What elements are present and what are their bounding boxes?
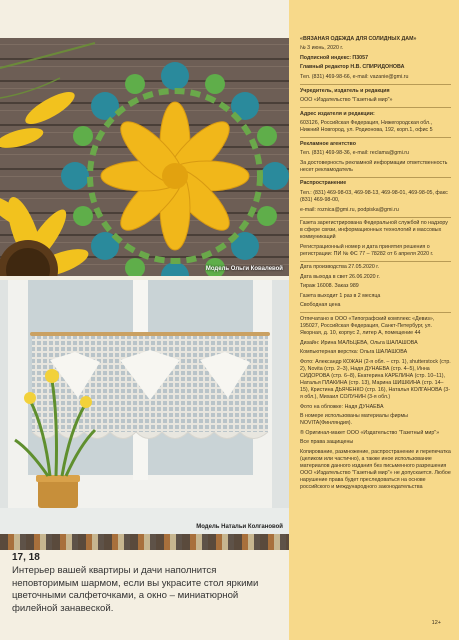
price: Свободная цена	[300, 302, 341, 309]
production-date: Дата производства 27.05.2020 г.	[300, 264, 380, 271]
materials-note: В номере использованы материалы фирмы NOVITA(Финляндия).	[300, 413, 408, 427]
curtain-photo	[0, 280, 289, 534]
registration-number: Регистрационный номер и дата принятия решения о регистрации: ПИ № ФС 77 – 78282 от 6 апреля 2020 г.	[300, 243, 434, 257]
design-credit: Дизайн: Ирина МАЛЬЦЕВА, Ольга ШАЛАШОВА	[300, 339, 418, 346]
divider	[300, 84, 451, 85]
caption-text: Интерьер вашей квартиры и дачи наполнится неповторимым шармом, если вы украсите стол яркими цветочными салфеточками, а окно – миниатюрной филейной занавеской.	[12, 565, 259, 614]
ads-contacts: Тел. (831) 469-98-36, e-mail: reclama@gmi.ru	[300, 150, 409, 157]
doily-photo	[0, 38, 289, 276]
divider	[300, 177, 451, 178]
imprint-panel	[289, 0, 459, 640]
photo-caption	[12, 552, 284, 615]
ads-label: Рекламное агентство	[300, 140, 356, 147]
copyright-notice: Копирование, размножение, распространение и перепечатка (целиком или частично), а также иное использование материалов данного издания без письменного разрешения ООО «Издательство "Газетный мир"» не допускается. Любое нарушение права будет преследоваться на основе российского и международного законодательства	[300, 448, 451, 491]
curtain-illustration	[0, 280, 289, 534]
divider	[300, 312, 451, 313]
divider	[300, 261, 451, 262]
release-date: Дата выхода в свет 26.06.2020 г.	[300, 273, 380, 280]
printing-house: Отпечатано в ООО «Типографский комплекс «Девиз», 195027, Российская Федерация, Санкт-Петербург, ул. Якорная, д. 10, корпус 2, литер А, помещение 44	[300, 315, 435, 337]
top-photo-credit: Модель Ольги Ковалевой	[205, 266, 283, 272]
divider	[300, 217, 451, 218]
bottom-photo-credit: Модель Натальи Колгановой	[196, 524, 283, 530]
curtain-rod	[30, 332, 270, 336]
registration-text: Газета зарегистрирована Федеральной службой по надзору в сфере связи, информационных технологий и массовых коммуникаций	[300, 220, 448, 241]
doily-illustration	[0, 38, 289, 276]
subscription-index: Подписной индекс: П3057	[300, 54, 369, 61]
filet-curtain	[32, 336, 268, 439]
caption-number: 17, 18	[12, 552, 40, 563]
photo-credits: Фото: Александр КОЖАН (2-я обл. – стр. 1), shutterstock (стр. 2), Novita (стр. 2–3), Надя ДУНАЕВА (стр. 4–5), Инна СИДОРОВА (стр. 6–8), Екатерина КАРЕЛИНА (стр. 10–11), Наталья ПЛАКИНА (стр. 13), Марина ШИШКИНА (стр. 14–15), Кристина ДЬЯЧЕНКО (стр. 16), Наталья КОЛГАНОВА (3-я обл.), Михаил СОЛУНИН (3-я обл.)	[300, 358, 451, 401]
layout-credit: Компьютерная верстка: Ольга ШАЛАШОВА	[300, 349, 408, 356]
rights-reserved: Все права защищены	[300, 439, 354, 446]
issue-number: № 3 июнь, 2020 г.	[300, 45, 344, 52]
distribution-email: e-mail: roznica@gmi.ru, podpiska@gmi.ru	[300, 206, 399, 213]
cover-photo-credit: Фото на обложке: Надя ДУНАЕВА	[300, 403, 384, 410]
magazine-title: «ВЯЗАНАЯ ОДЕЖДА ДЛЯ СОЛИДНЫХ ДАМ»	[300, 36, 417, 42]
founder-name: ООО «Издательство "Газетный мир"»	[300, 97, 393, 104]
distribution-phones: Тел.: (831) 469-98-03, 469-98-13, 469-98-01, 469-98-05, факс (831) 469-98-00,	[300, 189, 448, 204]
circulation: Тираж 16008. Заказ 989	[300, 283, 359, 290]
founder-label: Учредитель, издатель и редакция	[300, 87, 390, 94]
divider	[300, 107, 451, 108]
address-text: 603126, Российская Федерация, Нижегородская обл., Нижний Новгород, ул. Родионова, 192, корп.1, офис 5	[300, 120, 433, 134]
original-layout: ® Оригинал-макет ООО «Издательство "Газетный мир"»	[300, 429, 440, 436]
age-rating: 12+	[431, 620, 441, 626]
editor-contacts: Тел. (831) 469-98-66, e-mail: vazanie@gmi.ru	[300, 73, 409, 80]
ads-note: За достоверность рекламной информации ответственность несет рекламодатель	[300, 159, 448, 173]
divider	[300, 137, 451, 138]
address-label: Адрес издателя и редакции:	[300, 110, 375, 117]
distribution-label: Распространение	[300, 180, 347, 187]
frequency: Газета выходит 1 раз в 2 месяца	[300, 292, 381, 299]
editor-in-chief: Главный редактор Н.В. СПИРИДОНОВА	[300, 64, 405, 71]
fabric-strip	[0, 534, 289, 550]
